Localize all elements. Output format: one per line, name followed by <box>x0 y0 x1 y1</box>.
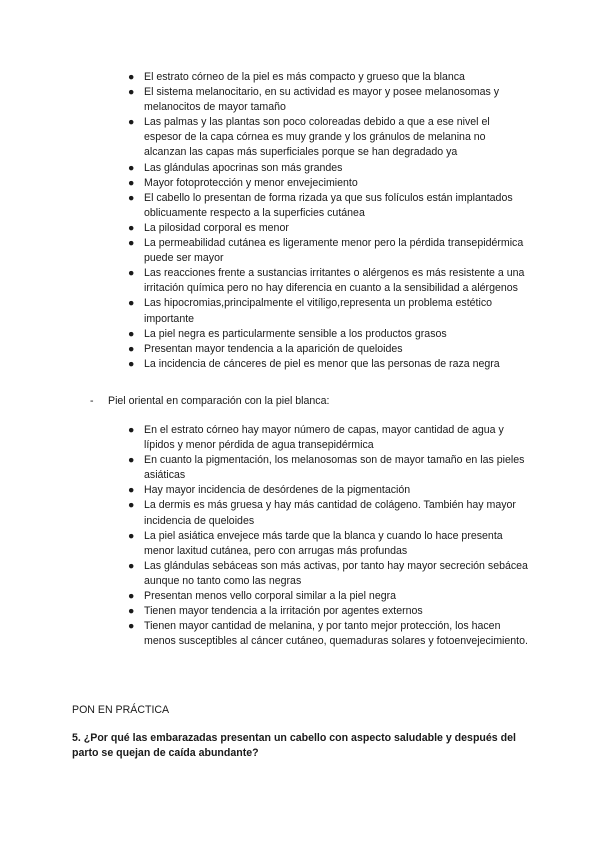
bullet-icon: ● <box>128 221 135 234</box>
list-item-text: En el estrato córneo hay mayor número de capas, mayor cantidad de agua y lípidos y menor pérdida de agua transepidérmica <box>144 424 504 452</box>
bullet-icon: ● <box>128 116 135 129</box>
list-item-text: Hay mayor incidencia de desórdenes de la pigmentación <box>144 484 411 497</box>
list-item-text: La pilosidad corporal es menor <box>144 221 289 234</box>
bullet-icon: ● <box>128 176 135 189</box>
bullet-icon: ● <box>128 424 135 436</box>
list-item <box>128 266 528 296</box>
list-item-text: La piel asiática envejece más tarde que la blanca y cuando lo hace presenta menor laxitud cutánea, pero con arrugas más profundas <box>144 529 503 557</box>
list-item-text: El estrato córneo de la piel es más compacto y grueso que la blanca <box>144 71 465 83</box>
list-item <box>128 296 528 326</box>
list-item <box>128 604 528 619</box>
list-item-text: Las glándulas sebáceas son más activas, por tanto hay mayor secreción sebácea aunque no tanto como las negras <box>144 559 528 587</box>
bullet-icon: ● <box>128 86 135 99</box>
list-item-text: Las hipocromias,principalmente el vitíligo,representa un problema estético importante <box>144 297 493 325</box>
list-item-text: En cuanto la pigmentación, los melanosomas son de mayor tamaño en las pieles asiáticas <box>144 454 525 482</box>
list-item-text: Tienen mayor tendencia a la irritación por agentes externos <box>144 605 423 618</box>
list-item-text: Presentan mayor tendencia a la aparición de queloides <box>144 342 403 355</box>
list-item <box>128 453 528 483</box>
section-title: PON EN PRÁCTICA <box>72 704 170 716</box>
list-item <box>128 357 528 372</box>
list-item <box>128 342 528 357</box>
bullet-icon: ● <box>128 499 135 512</box>
list-item <box>128 176 528 191</box>
list-item-text: La permeabilidad cutánea es ligeramente menor pero la pérdida transepidérmica puede ser mayor <box>144 237 524 265</box>
list-item-text: La piel negra es particularmente sensible a los productos grasos <box>144 327 447 340</box>
bullet-icon: ● <box>128 71 135 83</box>
list-item <box>128 327 528 342</box>
list-item <box>128 498 528 528</box>
bullet-icon: ● <box>128 590 135 603</box>
list-item-text: La dermis es más gruesa y hay más cantidad de colágeno. También hay mayor incidencia de queloides <box>144 499 516 527</box>
bullet-icon: ● <box>128 357 135 370</box>
bullet-icon: ● <box>128 297 135 310</box>
bullet-icon: ● <box>128 161 135 174</box>
list-item <box>128 115 528 160</box>
dash-marker: - <box>90 395 94 407</box>
bullet-icon: ● <box>128 267 135 280</box>
bullet-icon: ● <box>128 191 135 204</box>
list-item-text: Tienen mayor cantidad de melanina, y por tanto mejor protección, los hacen menos susceptibles al cáncer cutáneo, quemaduras solares y fotoenvejecimiento. <box>144 620 528 648</box>
list-item <box>128 483 528 498</box>
list-item <box>128 559 528 589</box>
list-item <box>128 423 528 453</box>
list-item-text: Las glándulas apocrinas son más grandes <box>144 161 343 174</box>
bullet-icon: ● <box>128 327 135 340</box>
list-item-text: Las palmas y las plantas son poco coloreadas debido a que a ese nivel el espesor de la capa córnea es muy grande y los gránulos de melanina no alcanzan las capas más superficiales porque se han degradado ya <box>144 116 490 159</box>
list-item <box>128 161 528 176</box>
black-skin-traits-list <box>128 70 528 372</box>
list-item-text: El cabello lo presentan de forma rizada ya que sus folículos están implantados oblicuamente respecto a la superficies cutánea <box>144 191 513 219</box>
bullet-icon: ● <box>128 342 135 355</box>
list-item-text: Las reacciones frente a sustancias irritantes o alérgenos es más resistente a una irritación química pero no hay diferencia en cuanto a la sensibilidad a alérgenos <box>144 267 525 295</box>
bullet-icon: ● <box>128 605 135 618</box>
list-item-text: El sistema melanocitario, en su actividad es mayor y posee melanosomas y melanocitos de mayor tamaño <box>144 86 500 114</box>
list-item <box>128 589 528 604</box>
asian-skin-heading-text: Piel oriental en comparación con la piel blanca: <box>108 395 330 407</box>
bullet-icon: ● <box>128 454 135 467</box>
list-item <box>128 191 528 221</box>
bullet-icon: ● <box>128 559 135 572</box>
bullet-icon: ● <box>128 529 135 542</box>
asian-skin-traits-list <box>128 423 528 649</box>
list-item <box>128 221 528 236</box>
question-5: 5. ¿Por qué las embarazadas presentan un cabello con aspecto saludable y después del parto se quejan de caída abundante? <box>72 732 516 759</box>
list-item <box>128 70 528 85</box>
bullet-icon: ● <box>128 620 135 633</box>
bullet-icon: ● <box>128 237 135 250</box>
bullet-icon: ● <box>128 484 135 497</box>
list-item-text: La incidencia de cánceres de piel es menor que las personas de raza negra <box>144 357 500 370</box>
list-item-text: Presentan menos vello corporal similar a la piel negra <box>144 590 397 603</box>
list-item <box>128 236 528 266</box>
asian-skin-heading <box>90 394 329 409</box>
list-item <box>128 85 528 115</box>
list-item <box>128 619 528 649</box>
list-item <box>128 529 528 559</box>
list-item-text: Mayor fotoprotección y menor envejecimiento <box>144 176 358 189</box>
